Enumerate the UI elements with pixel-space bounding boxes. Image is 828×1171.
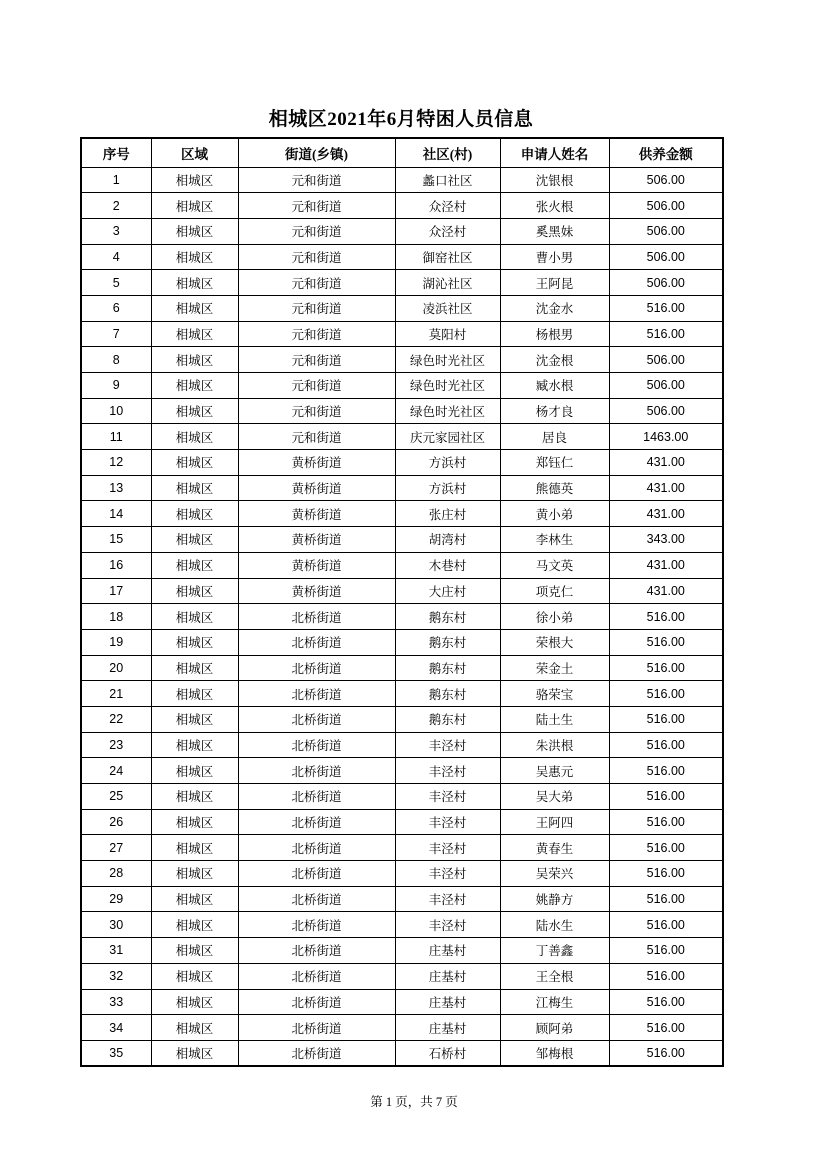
cell-region: 相城区 xyxy=(151,527,238,553)
cell-region: 相城区 xyxy=(151,629,238,655)
cell-name: 吴惠元 xyxy=(500,758,609,784)
cell-name: 王阿四 xyxy=(500,809,609,835)
cell-region: 相城区 xyxy=(151,578,238,604)
cell-amount: 516.00 xyxy=(609,1040,723,1066)
cell-name: 沈银根 xyxy=(500,167,609,193)
table-row xyxy=(81,527,723,553)
cell-amount: 516.00 xyxy=(609,604,723,630)
cell-street: 北桥街道 xyxy=(238,629,395,655)
cell-region: 相城区 xyxy=(151,912,238,938)
cell-community: 凌浜社区 xyxy=(395,295,500,321)
cell-name: 吴荣兴 xyxy=(500,861,609,887)
cell-community: 绿色时光社区 xyxy=(395,373,500,399)
cell-seq: 7 xyxy=(81,321,151,347)
cell-community: 木巷村 xyxy=(395,552,500,578)
cell-street: 北桥街道 xyxy=(238,604,395,630)
cell-community: 众泾村 xyxy=(395,218,500,244)
table-row xyxy=(81,218,723,244)
cell-seq: 6 xyxy=(81,295,151,321)
cell-name: 杨根男 xyxy=(500,321,609,347)
cell-seq: 10 xyxy=(81,398,151,424)
cell-seq: 32 xyxy=(81,963,151,989)
cell-community: 蠡口社区 xyxy=(395,167,500,193)
cell-name: 江梅生 xyxy=(500,989,609,1015)
table-row xyxy=(81,886,723,912)
page-footer: 第 1 页，共 7 页 xyxy=(370,1095,458,1109)
cell-name: 徐小弟 xyxy=(500,604,609,630)
cell-street: 北桥街道 xyxy=(238,1040,395,1066)
table-row xyxy=(81,835,723,861)
cell-street: 元和街道 xyxy=(238,167,395,193)
table-row xyxy=(81,1040,723,1066)
cell-seq: 34 xyxy=(81,1015,151,1041)
cell-amount: 506.00 xyxy=(609,347,723,373)
table-row xyxy=(81,552,723,578)
cell-region: 相城区 xyxy=(151,1015,238,1041)
table-row xyxy=(81,758,723,784)
header-row xyxy=(81,138,723,167)
cell-name: 奚黑妹 xyxy=(500,218,609,244)
cell-community: 御窑社区 xyxy=(395,244,500,270)
cell-street: 黄桥街道 xyxy=(238,578,395,604)
cell-street: 元和街道 xyxy=(238,424,395,450)
cell-street: 北桥街道 xyxy=(238,758,395,784)
cell-community: 庄基村 xyxy=(395,1015,500,1041)
cell-region: 相城区 xyxy=(151,861,238,887)
table-row xyxy=(81,424,723,450)
cell-seq: 16 xyxy=(81,552,151,578)
cell-seq: 2 xyxy=(81,193,151,219)
cell-street: 元和街道 xyxy=(238,321,395,347)
cell-region: 相城区 xyxy=(151,886,238,912)
cell-amount: 516.00 xyxy=(609,655,723,681)
cell-community: 石桥村 xyxy=(395,1040,500,1066)
cell-community: 鹅东村 xyxy=(395,629,500,655)
cell-street: 黄桥街道 xyxy=(238,475,395,501)
table-body xyxy=(81,167,723,1066)
cell-seq: 19 xyxy=(81,629,151,655)
cell-amount: 343.00 xyxy=(609,527,723,553)
cell-name: 荣金土 xyxy=(500,655,609,681)
cell-community: 方浜村 xyxy=(395,475,500,501)
cell-region: 相城区 xyxy=(151,450,238,476)
cell-community: 胡湾村 xyxy=(395,527,500,553)
cell-seq: 17 xyxy=(81,578,151,604)
cell-seq: 21 xyxy=(81,681,151,707)
cell-region: 相城区 xyxy=(151,758,238,784)
cell-street: 北桥街道 xyxy=(238,655,395,681)
cell-seq: 22 xyxy=(81,706,151,732)
cell-street: 元和街道 xyxy=(238,347,395,373)
cell-street: 北桥街道 xyxy=(238,989,395,1015)
cell-seq: 4 xyxy=(81,244,151,270)
cell-street: 北桥街道 xyxy=(238,861,395,887)
table-row xyxy=(81,450,723,476)
cell-street: 元和街道 xyxy=(238,193,395,219)
cell-street: 元和街道 xyxy=(238,244,395,270)
table-row xyxy=(81,373,723,399)
cell-amount: 516.00 xyxy=(609,938,723,964)
cell-name: 吴大弟 xyxy=(500,784,609,810)
cell-region: 相城区 xyxy=(151,989,238,1015)
cell-community: 众泾村 xyxy=(395,193,500,219)
cell-region: 相城区 xyxy=(151,552,238,578)
cell-seq: 24 xyxy=(81,758,151,784)
cell-seq: 8 xyxy=(81,347,151,373)
cell-street: 北桥街道 xyxy=(238,835,395,861)
cell-name: 杨才良 xyxy=(500,398,609,424)
cell-community: 绿色时光社区 xyxy=(395,398,500,424)
cell-name: 沈金根 xyxy=(500,347,609,373)
table-row xyxy=(81,501,723,527)
cell-region: 相城区 xyxy=(151,373,238,399)
cell-seq: 14 xyxy=(81,501,151,527)
cell-name: 马文英 xyxy=(500,552,609,578)
cell-amount: 506.00 xyxy=(609,218,723,244)
table-row xyxy=(81,321,723,347)
column-header-name: 申请人姓名 xyxy=(500,138,609,167)
cell-amount: 516.00 xyxy=(609,295,723,321)
cell-seq: 25 xyxy=(81,784,151,810)
cell-community: 庄基村 xyxy=(395,963,500,989)
cell-seq: 20 xyxy=(81,655,151,681)
table-row xyxy=(81,604,723,630)
table-row xyxy=(81,167,723,193)
table-row xyxy=(81,784,723,810)
cell-region: 相城区 xyxy=(151,732,238,758)
cell-name: 荣根大 xyxy=(500,629,609,655)
cell-community: 丰泾村 xyxy=(395,835,500,861)
cell-seq: 5 xyxy=(81,270,151,296)
cell-amount: 516.00 xyxy=(609,886,723,912)
cell-name: 骆荣宝 xyxy=(500,681,609,707)
table-row xyxy=(81,1015,723,1041)
table-row xyxy=(81,244,723,270)
cell-amount: 516.00 xyxy=(609,321,723,347)
cell-seq: 13 xyxy=(81,475,151,501)
cell-region: 相城区 xyxy=(151,270,238,296)
cell-amount: 506.00 xyxy=(609,270,723,296)
cell-amount: 516.00 xyxy=(609,758,723,784)
cell-street: 北桥街道 xyxy=(238,809,395,835)
cell-name: 朱洪根 xyxy=(500,732,609,758)
cell-community: 丰泾村 xyxy=(395,758,500,784)
cell-region: 相城区 xyxy=(151,835,238,861)
cell-region: 相城区 xyxy=(151,1040,238,1066)
cell-amount: 516.00 xyxy=(609,784,723,810)
cell-street: 黄桥街道 xyxy=(238,552,395,578)
cell-region: 相城区 xyxy=(151,347,238,373)
cell-region: 相城区 xyxy=(151,784,238,810)
cell-name: 黄小弟 xyxy=(500,501,609,527)
table-row xyxy=(81,861,723,887)
cell-region: 相城区 xyxy=(151,424,238,450)
table-row xyxy=(81,938,723,964)
cell-name: 曹小男 xyxy=(500,244,609,270)
cell-region: 相城区 xyxy=(151,475,238,501)
cell-name: 陆土生 xyxy=(500,706,609,732)
cell-region: 相城区 xyxy=(151,167,238,193)
cell-amount: 516.00 xyxy=(609,1015,723,1041)
cell-amount: 506.00 xyxy=(609,373,723,399)
cell-name: 邹梅根 xyxy=(500,1040,609,1066)
cell-name: 顾阿弟 xyxy=(500,1015,609,1041)
cell-community: 湖沁社区 xyxy=(395,270,500,296)
cell-community: 丰泾村 xyxy=(395,861,500,887)
cell-street: 元和街道 xyxy=(238,270,395,296)
cell-name: 张火根 xyxy=(500,193,609,219)
table-row xyxy=(81,912,723,938)
cell-seq: 33 xyxy=(81,989,151,1015)
cell-amount: 516.00 xyxy=(609,912,723,938)
cell-street: 北桥街道 xyxy=(238,681,395,707)
cell-community: 丰泾村 xyxy=(395,886,500,912)
cell-community: 庆元家园社区 xyxy=(395,424,500,450)
cell-community: 鹅东村 xyxy=(395,681,500,707)
cell-street: 北桥街道 xyxy=(238,732,395,758)
table-row xyxy=(81,963,723,989)
table-row xyxy=(81,295,723,321)
cell-street: 北桥街道 xyxy=(238,886,395,912)
data-table xyxy=(80,137,724,1067)
cell-amount: 506.00 xyxy=(609,244,723,270)
cell-community: 丰泾村 xyxy=(395,732,500,758)
table-row xyxy=(81,270,723,296)
cell-community: 鹅东村 xyxy=(395,706,500,732)
cell-amount: 516.00 xyxy=(609,681,723,707)
cell-region: 相城区 xyxy=(151,706,238,732)
cell-seq: 26 xyxy=(81,809,151,835)
cell-community: 丰泾村 xyxy=(395,784,500,810)
cell-street: 北桥街道 xyxy=(238,784,395,810)
table-row xyxy=(81,809,723,835)
cell-community: 鹅东村 xyxy=(395,604,500,630)
cell-seq: 12 xyxy=(81,450,151,476)
cell-region: 相城区 xyxy=(151,398,238,424)
cell-seq: 27 xyxy=(81,835,151,861)
cell-community: 绿色时光社区 xyxy=(395,347,500,373)
cell-seq: 3 xyxy=(81,218,151,244)
cell-name: 李林生 xyxy=(500,527,609,553)
cell-amount: 516.00 xyxy=(609,629,723,655)
cell-region: 相城区 xyxy=(151,809,238,835)
cell-region: 相城区 xyxy=(151,218,238,244)
cell-name: 臧水根 xyxy=(500,373,609,399)
cell-region: 相城区 xyxy=(151,244,238,270)
cell-name: 王全根 xyxy=(500,963,609,989)
cell-street: 北桥街道 xyxy=(238,706,395,732)
cell-street: 黄桥街道 xyxy=(238,450,395,476)
cell-amount: 431.00 xyxy=(609,450,723,476)
cell-street: 北桥街道 xyxy=(238,1015,395,1041)
cell-name: 王阿昆 xyxy=(500,270,609,296)
cell-community: 庄基村 xyxy=(395,989,500,1015)
cell-amount: 1463.00 xyxy=(609,424,723,450)
cell-street: 北桥街道 xyxy=(238,938,395,964)
cell-street: 黄桥街道 xyxy=(238,527,395,553)
cell-name: 姚静方 xyxy=(500,886,609,912)
cell-region: 相城区 xyxy=(151,938,238,964)
cell-community: 张庄村 xyxy=(395,501,500,527)
page-title: 相城区2021年6月特困人员信息 xyxy=(268,109,534,130)
table-row xyxy=(81,347,723,373)
cell-amount: 431.00 xyxy=(609,501,723,527)
cell-seq: 11 xyxy=(81,424,151,450)
table-row xyxy=(81,193,723,219)
cell-amount: 516.00 xyxy=(609,706,723,732)
cell-seq: 28 xyxy=(81,861,151,887)
cell-amount: 431.00 xyxy=(609,578,723,604)
cell-name: 郑钰仁 xyxy=(500,450,609,476)
cell-region: 相城区 xyxy=(151,193,238,219)
table-row xyxy=(81,655,723,681)
table-row xyxy=(81,475,723,501)
table-row xyxy=(81,629,723,655)
cell-name: 居良 xyxy=(500,424,609,450)
cell-community: 丰泾村 xyxy=(395,912,500,938)
table-row xyxy=(81,732,723,758)
cell-amount: 516.00 xyxy=(609,963,723,989)
cell-community: 庄基村 xyxy=(395,938,500,964)
cell-name: 熊德英 xyxy=(500,475,609,501)
cell-amount: 431.00 xyxy=(609,475,723,501)
cell-region: 相城区 xyxy=(151,295,238,321)
cell-region: 相城区 xyxy=(151,604,238,630)
cell-seq: 30 xyxy=(81,912,151,938)
cell-street: 北桥街道 xyxy=(238,912,395,938)
cell-name: 黄春生 xyxy=(500,835,609,861)
cell-name: 丁善鑫 xyxy=(500,938,609,964)
column-header-amount: 供养金额 xyxy=(609,138,723,167)
table-row xyxy=(81,681,723,707)
cell-seq: 23 xyxy=(81,732,151,758)
cell-region: 相城区 xyxy=(151,963,238,989)
cell-seq: 15 xyxy=(81,527,151,553)
cell-street: 黄桥街道 xyxy=(238,501,395,527)
cell-region: 相城区 xyxy=(151,321,238,347)
cell-name: 项克仁 xyxy=(500,578,609,604)
cell-seq: 29 xyxy=(81,886,151,912)
cell-street: 元和街道 xyxy=(238,295,395,321)
cell-street: 元和街道 xyxy=(238,398,395,424)
cell-amount: 516.00 xyxy=(609,861,723,887)
table-row xyxy=(81,989,723,1015)
table-row xyxy=(81,578,723,604)
cell-street: 北桥街道 xyxy=(238,963,395,989)
cell-amount: 506.00 xyxy=(609,193,723,219)
column-header-street: 街道(乡镇) xyxy=(238,138,395,167)
cell-street: 元和街道 xyxy=(238,218,395,244)
cell-seq: 18 xyxy=(81,604,151,630)
cell-seq: 9 xyxy=(81,373,151,399)
cell-amount: 506.00 xyxy=(609,398,723,424)
cell-amount: 506.00 xyxy=(609,167,723,193)
cell-amount: 516.00 xyxy=(609,732,723,758)
cell-name: 沈金水 xyxy=(500,295,609,321)
table-row xyxy=(81,398,723,424)
cell-amount: 516.00 xyxy=(609,989,723,1015)
cell-community: 莫阳村 xyxy=(395,321,500,347)
cell-street: 元和街道 xyxy=(238,373,395,399)
table-header xyxy=(81,138,723,167)
column-header-community: 社区(村) xyxy=(395,138,500,167)
cell-community: 鹅东村 xyxy=(395,655,500,681)
cell-name: 陆水生 xyxy=(500,912,609,938)
cell-community: 丰泾村 xyxy=(395,809,500,835)
cell-amount: 431.00 xyxy=(609,552,723,578)
cell-region: 相城区 xyxy=(151,681,238,707)
cell-region: 相城区 xyxy=(151,501,238,527)
cell-amount: 516.00 xyxy=(609,809,723,835)
cell-amount: 516.00 xyxy=(609,835,723,861)
cell-region: 相城区 xyxy=(151,655,238,681)
column-header-seq: 序号 xyxy=(81,138,151,167)
table-row xyxy=(81,706,723,732)
cell-seq: 31 xyxy=(81,938,151,964)
cell-community: 方浜村 xyxy=(395,450,500,476)
cell-community: 大庄村 xyxy=(395,578,500,604)
column-header-region: 区域 xyxy=(151,138,238,167)
cell-seq: 35 xyxy=(81,1040,151,1066)
cell-seq: 1 xyxy=(81,167,151,193)
